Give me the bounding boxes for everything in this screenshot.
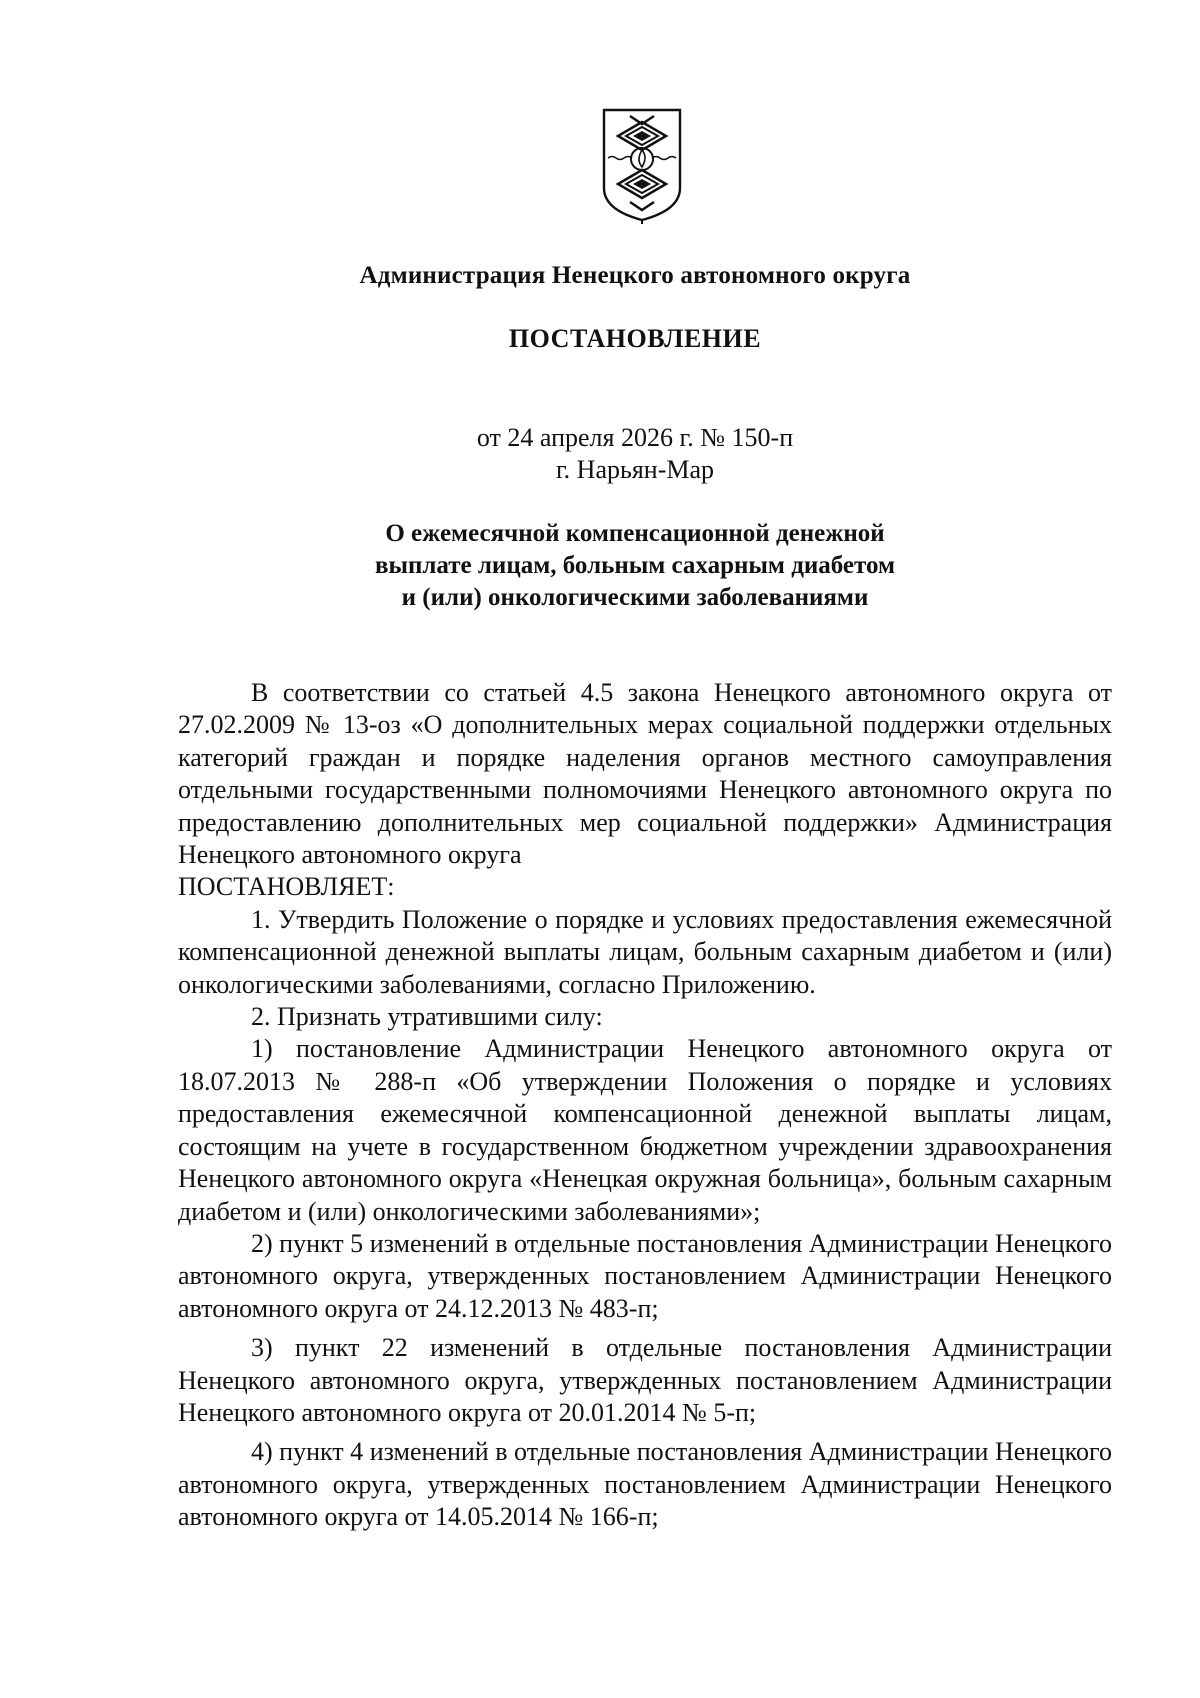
coat-of-arms-icon bbox=[600, 106, 684, 226]
date-number: от 24 апреля 2026 г. № 150-п bbox=[476, 423, 794, 452]
document-date-block bbox=[160, 422, 1110, 486]
subitem-1: 1) постановление Администрации Ненецкого автономного округа от 18.07.2013 № 288-п «Об утверждении Положения о порядке и условиях предоставления ежемесячной компенсационной денежной выплаты лицам, состоящим на учете в государственном бюджетном учреждении здравоохранения Ненецкого автономного округа «Ненецкая окружная больница», больным сахарным диабетом и (или) онкологическими заболеваниями»; bbox=[178, 1034, 1112, 1226]
document-type: ПОСТАНОВЛЕНИЕ bbox=[508, 324, 762, 353]
city: г. Нарьян-Мар bbox=[555, 455, 715, 484]
organization-title: Администрация Ненецкого автономного округа bbox=[359, 262, 911, 289]
subject-line: выплате лицам, больным сахарным диабетом bbox=[374, 552, 896, 579]
subject-line: и (или) онкологическими заболеваниями bbox=[401, 584, 869, 611]
document-body bbox=[178, 677, 1112, 1534]
preamble-paragraph: В соответствии со статьей 4.5 закона Ненецкого автономного округа от 27.02.2009 № 13-оз «О дополнительных мерах социальной поддержки отдельных категорий граждан и порядке наделения органов местного самоуправления отдельными государственными полномочиями Ненецкого автономного округа по предоставлению дополнительных мер социальной поддержки» Администрация Ненецкого автономного округа bbox=[178, 678, 1112, 870]
resolves-keyword: ПОСТАНОВЛЯЕТ: bbox=[178, 872, 395, 902]
subject-line: О ежемесячной компенсационной денежной bbox=[385, 520, 885, 547]
subitem-3: 3) пункт 22 изменений в отдельные постановления Администрации Ненецкого автономного округа, утвержденных постановлением Администрации Ненецкого автономного округа от 20.01.2014 № 5-п; bbox=[178, 1333, 1112, 1427]
item-2: 2. Признать утратившими силу: bbox=[251, 1002, 603, 1032]
subitem-4: 4) пункт 4 изменений в отдельные постановления Администрации Ненецкого автономного округа, утвержденных постановлением Администрации Ненецкого автономного округа от 14.05.2014 № 166-п; bbox=[178, 1437, 1112, 1532]
item-1: 1. Утвердить Положение о порядке и условиях предоставления ежемесячной компенсационной денежной выплаты лицам, больным сахарным диабетом и (или) онкологическими заболеваниями, согласно Приложению. bbox=[178, 904, 1112, 999]
subitem-2: 2) пункт 5 изменений в отдельные постановления Администрации Ненецкого автономного округа, утвержденных постановлением Администрации Ненецкого автономного округа от 24.12.2013 № 483-п; bbox=[178, 1228, 1112, 1323]
document-subject bbox=[160, 518, 1110, 614]
